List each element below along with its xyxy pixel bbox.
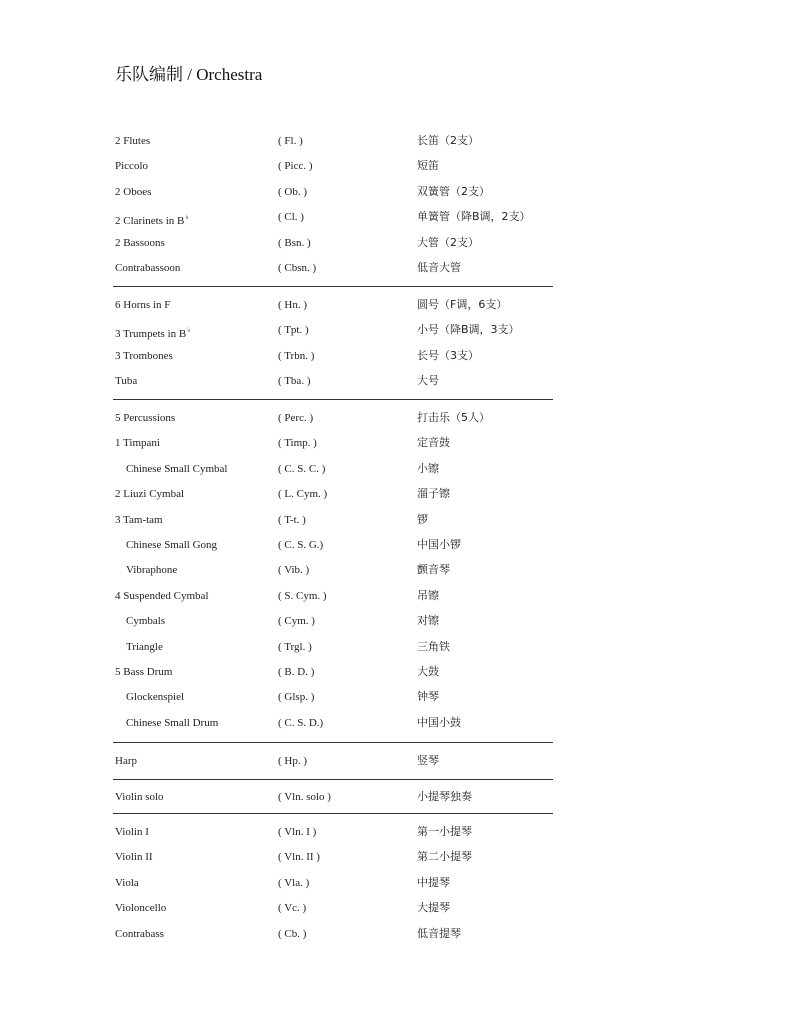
instrument-abbreviation: ( Tba. ) [278,375,311,388]
instrument-chinese-name: 短笛 [417,159,439,173]
instrument-abbreviation: ( T-t. ) [278,513,306,526]
instrument-english-name: Vibraphone [126,564,178,577]
page-title: 乐队编制 / Orchestra [115,65,263,84]
instrument-abbreviation: ( Hn. ) [278,299,308,311]
instrument-abbreviation: ( Hp. ) [278,755,308,767]
instrument-chinese-name: 大提琴 [417,901,450,915]
instrument-english-name: 2 Flutes [115,135,151,147]
instrument-chinese-name: 低音提琴 [417,926,461,940]
instrument-abbreviation: ( Vln. I ) [278,826,317,838]
instrument-row [0,320,800,340]
instrument-chinese-name: 单簧管（降B调，2支） [417,210,531,224]
instrument-english-name: 6 Horns in F [115,299,171,311]
instrument-english-name: Violin solo [115,791,164,803]
instrument-chinese-name: 小镲 [417,461,439,475]
instrument-row [0,898,800,918]
instrument-abbreviation: ( C. S. G.) [278,539,324,551]
instrument-chinese-name: 大鼓 [417,665,439,678]
instrument-english-name: Chinese Small Gong [126,539,218,551]
instrument-english-name: Tuba [115,375,138,388]
instrument-abbreviation: ( Picc. ) [278,160,313,173]
instrument-row [0,787,800,807]
instrument-abbreviation: ( Trgl. ) [278,640,312,653]
instrument-row [0,371,800,391]
instrument-abbreviation: ( Perc. ) [278,412,314,424]
instrument-row [0,751,800,771]
instrument-row [0,713,800,733]
instrument-row [0,156,800,176]
instrument-row [0,484,800,504]
instrument-english-name: Piccolo [115,160,148,173]
instrument-english-name: 2 Liuzi Cymbal [115,488,185,501]
instrument-english-name: Violin II [115,851,153,864]
instrument-chinese-name: 颤音琴 [417,563,450,577]
instrument-abbreviation: ( Cbsn. ) [278,262,317,274]
instrument-chinese-name: 中国小鼓 [417,715,461,729]
instrument-abbreviation: ( Vln. II ) [278,851,320,864]
instrument-row [0,662,800,682]
instrument-abbreviation: ( Vib. ) [278,564,310,577]
instrument-english-name: 2 Bassoons [115,236,165,249]
instrument-row [0,535,800,555]
section-divider [113,779,553,780]
instrument-chinese-name: 中提琴 [417,875,450,889]
instrument-english-name: Triangle [126,640,163,653]
instrument-english-name: 3 Tam-tam [115,513,163,526]
instrument-english-name: 4 Suspended Cymbal [115,589,209,602]
instrument-english-name: 3 Trombones [115,349,173,362]
instrument-english-name: 1 Timpani [115,437,160,450]
instrument-abbreviation: ( Trbn. ) [278,349,315,362]
instrument-row [0,433,800,453]
instrument-abbreviation: ( L. Cym. ) [278,488,328,501]
instrument-english-name: 3 Trumpets in B♭ [115,326,191,341]
instrument-chinese-name: 第一小提琴 [417,825,472,838]
instrument-abbreviation: ( Cb. ) [278,927,307,940]
instrument-abbreviation: ( Glsp. ) [278,691,315,704]
instrument-english-name: Violin I [115,826,149,838]
instrument-row [0,822,800,842]
instrument-abbreviation: ( Timp. ) [278,437,317,450]
instrument-abbreviation: ( Vln. solo ) [278,791,331,803]
instrument-abbreviation: ( B. D. ) [278,666,315,678]
instrument-row [0,560,800,580]
instrument-row [0,346,800,366]
instrument-abbreviation: ( Ob. ) [278,185,308,198]
instrument-abbreviation: ( Fl. ) [278,135,303,147]
instrument-row [0,586,800,606]
instrument-english-name: Contrabassoon [115,262,181,274]
section-divider [113,399,553,400]
instrument-row [0,408,800,428]
instrument-chinese-name: 圆号（F调，6支） [417,298,508,311]
instrument-abbreviation: ( Cym. ) [278,615,315,628]
instrument-row [0,207,800,227]
instrument-abbreviation: ( Vc. ) [278,902,307,915]
instrument-row [0,847,800,867]
instrument-abbreviation: ( S. Cym. ) [278,589,327,602]
instrument-chinese-name: 钟琴 [417,690,439,704]
instrument-chinese-name: 第二小提琴 [417,850,472,864]
section-divider [113,742,553,743]
instrument-chinese-name: 竖琴 [417,754,439,767]
flat-sign: ♭ [185,213,189,222]
instrument-chinese-name: 长号（3支） [417,348,479,362]
section-divider [113,286,553,287]
instrument-chinese-name: 大号 [417,374,439,388]
instrument-english-name: Cymbals [126,615,166,628]
instrument-chinese-name: 低音大管 [417,261,461,274]
instrument-row [0,873,800,893]
instrument-english-name: 2 Clarinets in B♭ [115,213,189,228]
instrument-row [0,687,800,707]
instrument-row [0,924,800,944]
instrument-english-name: 2 Oboes [115,185,152,198]
instrument-row [0,510,800,530]
instrument-row [0,182,800,202]
instrument-row [0,295,800,315]
instrument-row [0,131,800,151]
instrument-chinese-name: 小号（降B调，3支） [417,323,520,337]
instrument-abbreviation: ( Bsn. ) [278,236,311,249]
flat-sign: ♭ [187,326,191,335]
instrument-english-name: Chinese Small Drum [126,716,219,729]
instrument-english-name: Contrabass [115,927,164,940]
instrument-chinese-name: 长笛（2支） [417,134,479,147]
instrument-chinese-name: 定音鼓 [417,436,450,450]
instrument-chinese-name: 小提琴独奏 [417,790,472,803]
instrument-chinese-name: 溜子镲 [417,487,450,501]
instrument-english-name: Glockenspiel [126,691,185,704]
instrument-english-name: Chinese Small Cymbal [126,462,228,475]
instrument-chinese-name: 对镲 [417,614,439,628]
instrument-chinese-name: 三角铁 [417,639,450,653]
instrument-chinese-name: 大管（2支） [417,235,479,249]
instrument-chinese-name: 锣 [417,512,428,526]
instrument-row [0,611,800,631]
instrument-english-name: Viola [115,876,139,889]
section-divider [113,813,553,814]
instrument-english-name: Violoncello [115,902,167,915]
instrument-row [0,459,800,479]
instrument-abbreviation: ( C. S. C. ) [278,462,326,475]
instrument-abbreviation: ( C. S. D.) [278,716,324,729]
instrument-chinese-name: 双簧管（2支） [417,184,490,198]
instrument-chinese-name: 打击乐（5人） [417,411,490,424]
instrument-row [0,233,800,253]
instrument-chinese-name: 中国小锣 [417,538,461,551]
instrument-chinese-name: 吊镲 [417,588,439,602]
instrument-english-name: Harp [115,755,137,767]
instrument-row [0,637,800,657]
instrument-abbreviation: ( Vla. ) [278,876,310,889]
instrument-abbreviation: ( Tpt. ) [278,324,309,337]
instrument-abbreviation: ( Cl. ) [278,211,304,224]
instrument-row [0,258,800,278]
instrument-english-name: 5 Percussions [115,412,176,424]
instrument-english-name: 5 Bass Drum [115,666,173,678]
